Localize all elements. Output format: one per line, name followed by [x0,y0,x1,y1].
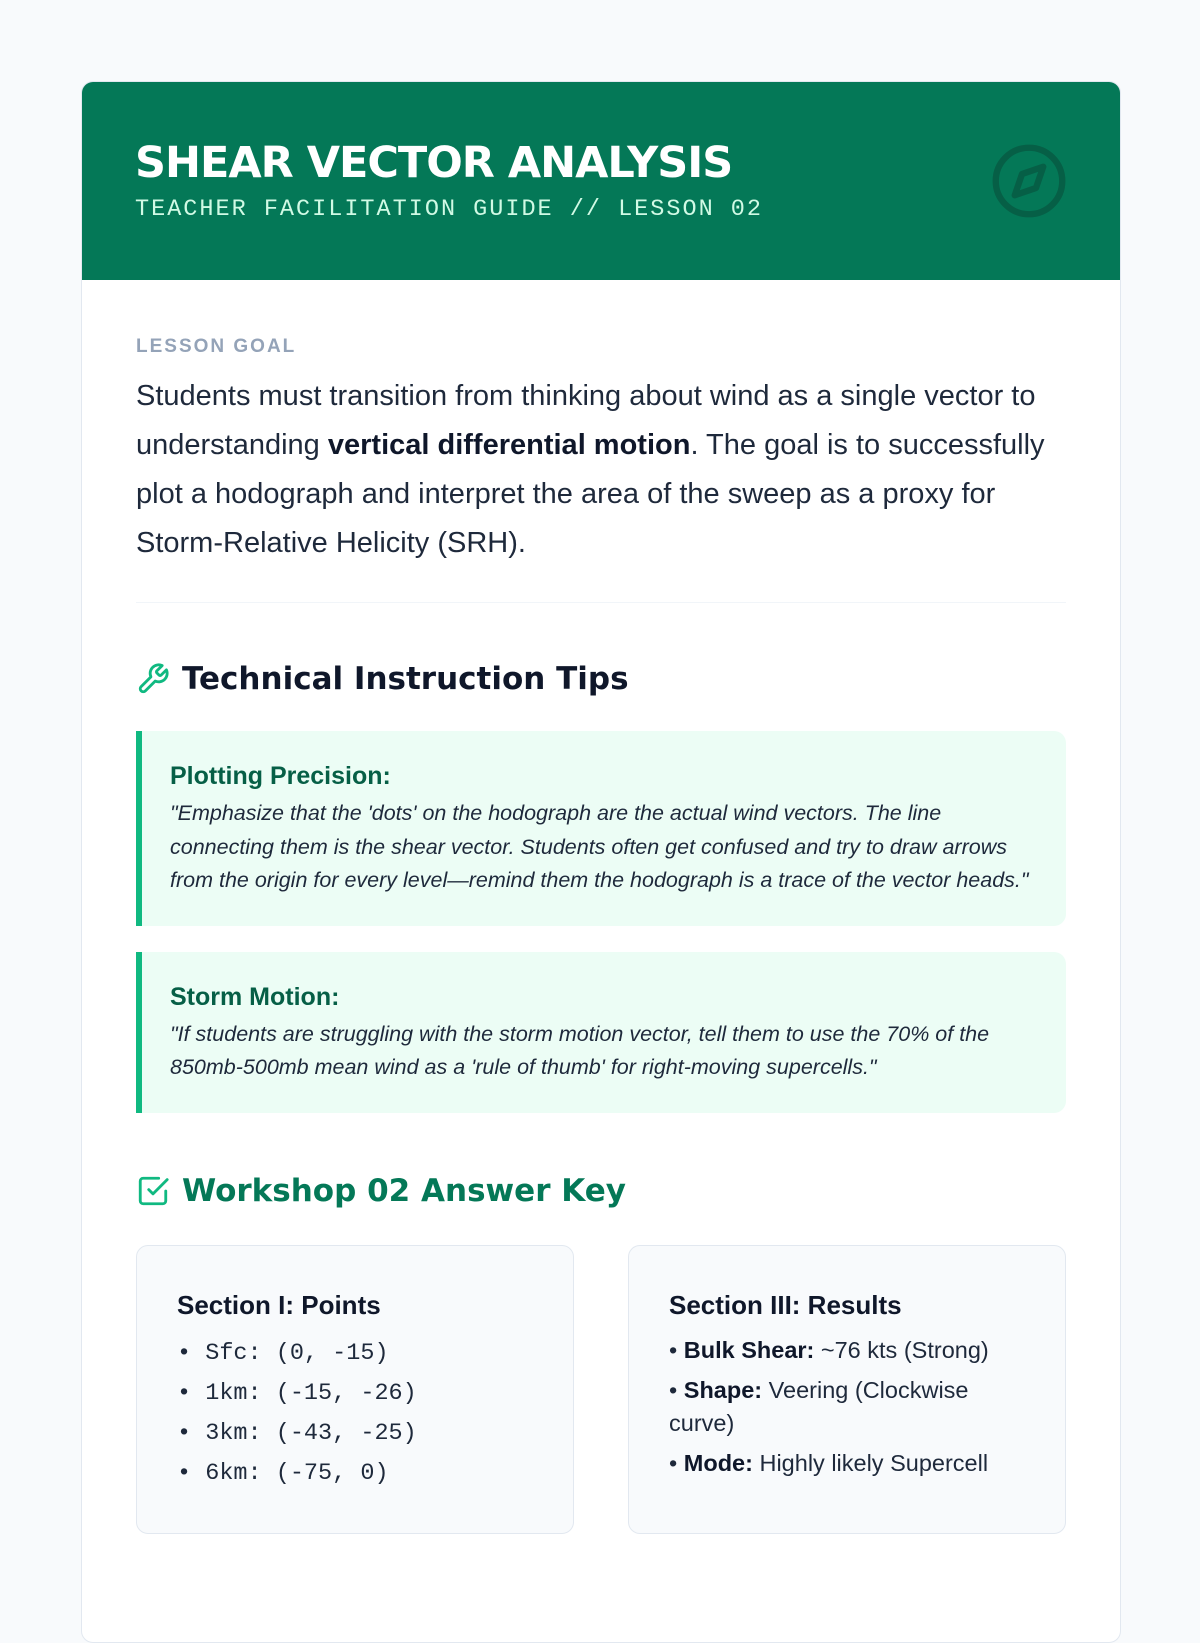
results-title: Section III: Results [669,1289,902,1320]
tip-storm-motion [136,952,1066,1113]
tip-plotting-precision [136,731,1066,926]
points-title: Section I: Points [177,1289,381,1320]
page-subtitle: TEACHER FACILITATION GUIDE // LESSON 02 [135,196,763,223]
main-content [82,336,1120,1534]
points-list [177,1334,533,1494]
goal-text-end: . The goal is to successfully plot a hodograph and interpret the area of the sweep as a proxy for Storm-Relative Helicity (SRH). [136,429,1045,559]
result-label: Shape: [683,1376,763,1403]
tips-heading [136,657,1066,701]
result-label: Mode: [683,1449,753,1476]
divider [136,602,1066,603]
tip-text: "If students are struggling with the storm motion vector, tell them to use the 70% of the 850mb-500mb mean wind as a 'rule of thumb' for right-moving supercells." [170,1021,990,1079]
result-label: Bulk Shear: [683,1336,815,1363]
points-box [136,1245,574,1534]
guide-card [81,81,1121,1643]
answer-key-heading [136,1169,1066,1213]
tip-text: "Emphasize that the 'dots' on the hodograph are the actual wind vectors. The line connecting them is the shear vector. Students often get confused and try to draw arrows from the origin for every level—remind them the hodograph is a trace of the vector heads." [170,801,1029,892]
result-value: Veering (Clockwise curve) [669,1376,969,1436]
list-item: • 6km: (-75, 0) [177,1454,533,1494]
results-box [628,1245,1066,1534]
tip-title: Storm Motion: [170,982,340,1011]
list-item [669,1447,1025,1480]
answer-key-title: Workshop 02 Answer Key [182,1172,626,1209]
checkbox-icon [136,1174,170,1208]
tips-title: Technical Instruction Tips [182,661,629,697]
tip-title: Plotting Precision: [170,762,391,790]
list-item [669,1334,1025,1367]
list-item: • Sfc: (0, -15) [177,1334,533,1374]
answer-key-grid [136,1245,1066,1534]
lesson-goal-label: LESSON GOAL [136,336,297,357]
list-item [669,1374,1025,1440]
lesson-goal-text [136,372,1066,568]
compass-icon [991,143,1067,219]
wrench-icon [136,662,170,696]
list-item: • 1km: (-15, -26) [177,1374,533,1414]
goal-text-start: Students must transition from thinking about wind as a single vector to understanding [136,380,1036,461]
goal-text-emphasis: vertical differential motion [327,429,691,461]
list-item: • 3km: (-43, -25) [177,1414,533,1454]
result-value: Highly likely Supercell [752,1449,989,1476]
page-title: SHEAR VECTOR ANALYSIS [135,138,733,188]
result-value: ~76 kts (Strong) [814,1336,989,1363]
page-header [82,82,1120,280]
results-list [669,1334,1025,1480]
